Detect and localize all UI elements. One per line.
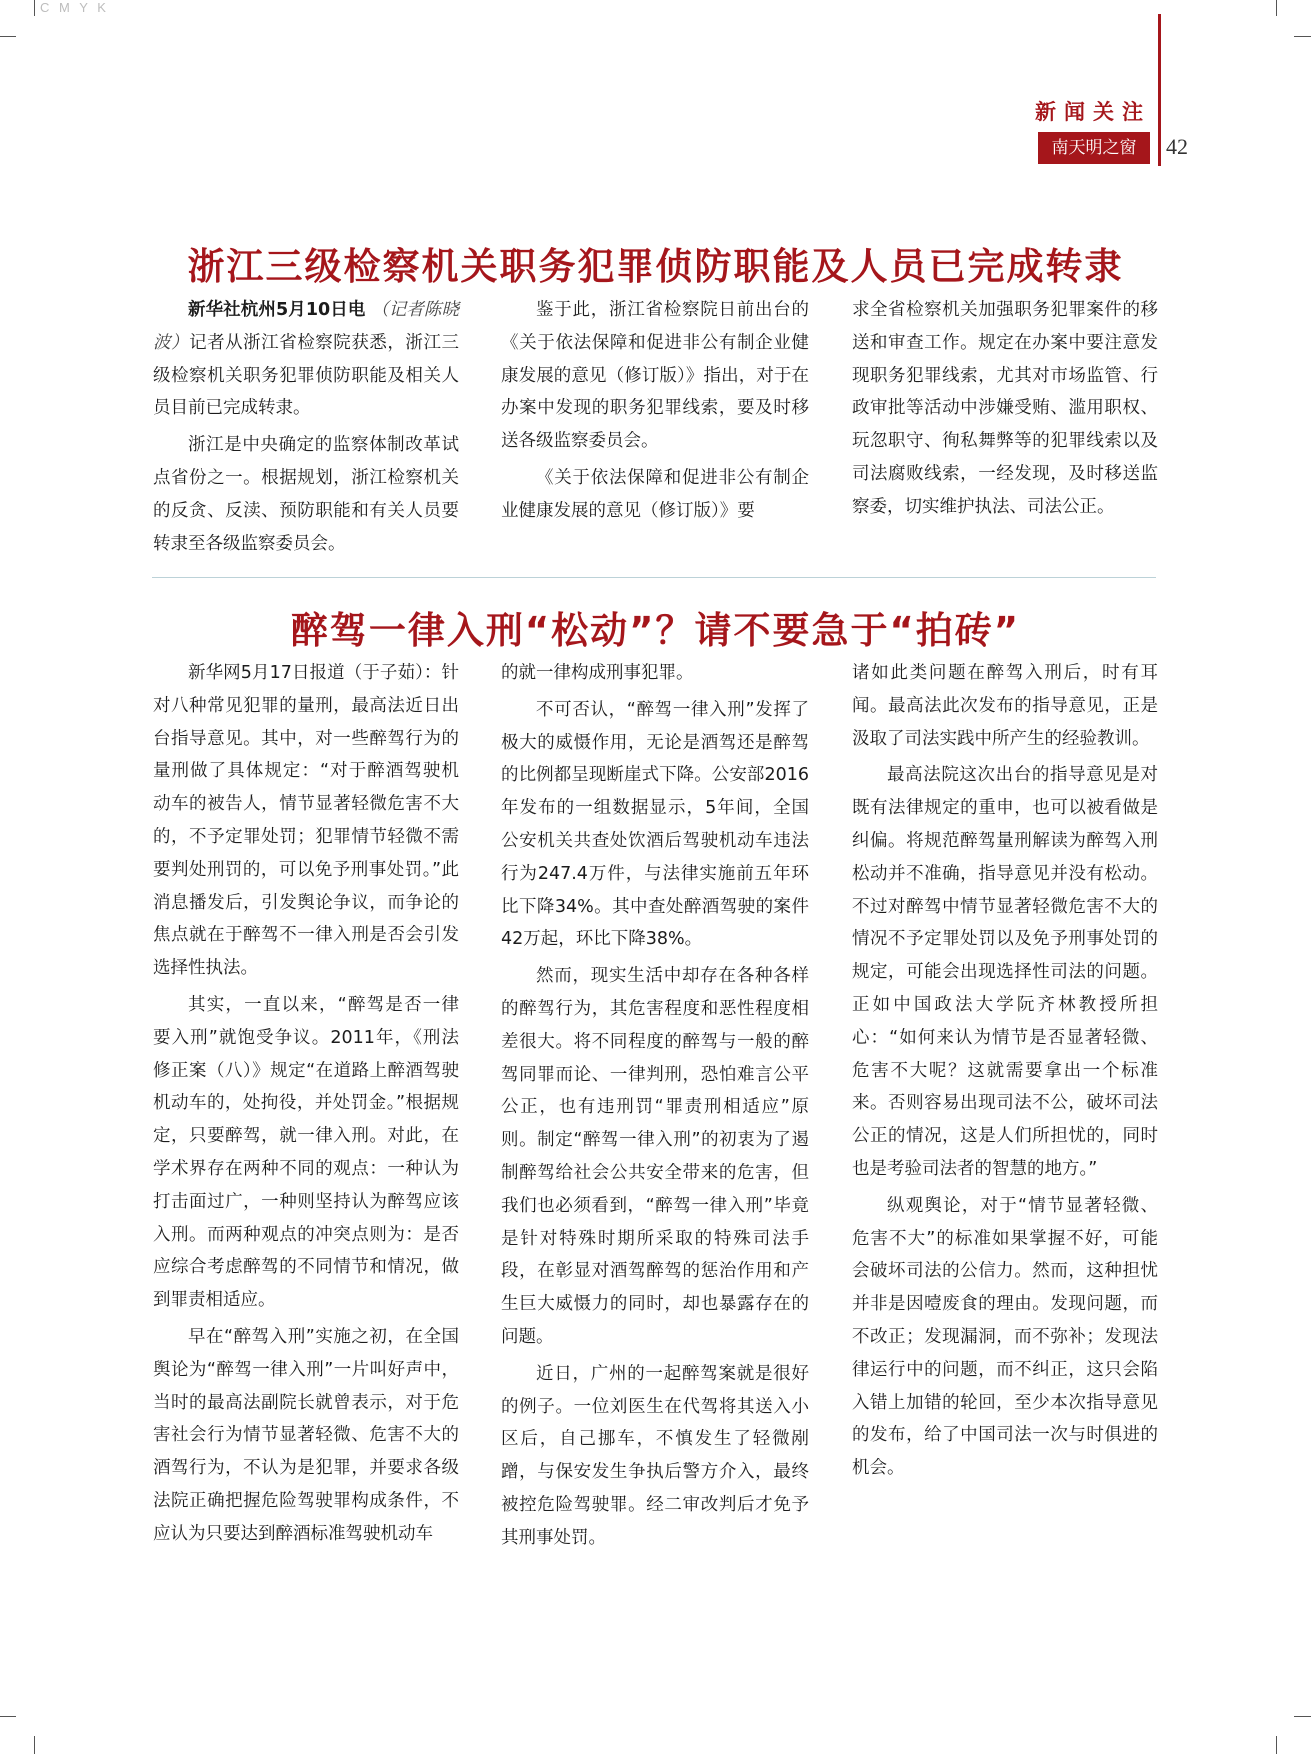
article2-paragraph: 不可否认，“醉驾一律入刑”发挥了极大的威慑作用，无论是酒驾还是醉驾的比例都呈现断崖式下降。公安部2016年发布的一组数据显示，5年间，全国公安机关共查处饮酒后驾驶机动车违法行为247.4万件，与法律实施前五年环比下降34%。其中查处醉酒驾驶的案件42万起，环比下降38%。 xyxy=(501,699,809,950)
crop-mark xyxy=(34,0,35,16)
crop-mark xyxy=(0,36,16,37)
article2-paragraph: 诸如此类问题在醉驾入刑后，时有耳闻。最高法此次发布的指导意见，正是汲取了司法实践中所产生的经验教训。 xyxy=(852,663,1158,749)
page-number: 42 xyxy=(1166,134,1188,159)
article2-paragraph: 其实，一直以来，“醉驾是否一律要入刑”就饱受争议。2011年，《刑法修正案（八）》规定“在道路上醉酒驾驶机动车的，处拘役，并处罚金。”根据规定，只要醉驾，就一律入刑。对此，在学术界存在两种不同的观点：一种认为打击面过广，一种则坚持认为醉驾应该入刑。而两种观点的冲突点则为：是否应综合考虑醉驾的不同情节和情况，做到罪责相适应。 xyxy=(153,994,459,1311)
article2-paragraph: 的就一律构成刑事犯罪。 xyxy=(501,663,694,683)
article1-paragraph xyxy=(153,294,459,425)
crop-mark xyxy=(0,1716,16,1717)
article1-text: 记者从浙江省检察院获悉，浙江三级检察机关职务犯罪侦防职能及相关人员目前已完成转隶。 xyxy=(153,332,459,419)
article2-paragraph: 然而，现实生活中却存在各种各样的醉驾行为，其危害程度和恶性程度相差很大。将不同程度的醉驾与一般的醉驾同罪而论、一律判刑，恐怕难言公平公正，也有违刑罚“罪责刑相适应”原则。制定“醉驾一律入刑”的初衷为了遏制醉驾给社会公共安全带来的危害，但我们也必须看到，“醉驾一律入刑”毕竟是针对特殊时期所采取的特殊司法手段，在彰显对酒驾醉驾的惩治作用和产生巨大威慑力的同时，却也暴露存在的问题。 xyxy=(501,966,809,1347)
article1-paragraph: 《关于依法保障和促进非公有制企业健康发展的意见（修订版）》要 xyxy=(501,467,809,521)
article2-paragraph: 近日，广州的一起醉驾案就是很好的例子。一位刘医生在代驾将其送入小区后，自己挪车，不慎发生了轻微剐蹭，与保安发生争执后警方介入，最终被控危险驾驶罪。经二审改判后才免予其刑事处罚。 xyxy=(501,1363,809,1548)
article2-paragraph: 纵观舆论，对于“情节显著轻微、危害不大”的标准如果掌握不好，可能会破坏司法的公信力。然而，这种担忧并非是因噎废食的理由。发现问题，而不改正；发现漏洞，而不弥补；发现法律运行中的问题，而不纠正，这只会陷入错上加错的轮回，至少本次指导意见的发布，给了中国司法一次与时俱进的机会。 xyxy=(852,1195,1158,1479)
article1-title: 浙江三级检察机关职务犯罪侦防职能及人员已完成转隶 xyxy=(187,245,1124,288)
article2-paragraph: 早在“醉驾入刑”实施之初，在全国舆论为“醉驾一律入刑”一片叫好声中，当时的最高法副院长就曾表示，对于危害社会行为情节显著轻微、危害不大的酒驾行为，不认为是犯罪，并要求各级法院正确把握危险驾驶罪构成条件，不应认为只要达到醉酒标准驾驶机动车 xyxy=(153,1326,459,1544)
crop-mark xyxy=(1294,36,1311,37)
article1-column-3 xyxy=(852,294,1158,524)
article2-column-3 xyxy=(852,657,1158,1485)
crop-mark xyxy=(34,1736,35,1754)
article2-paragraph: 新华网5月17日报道（于子茹）：针对八种常见犯罪的量刑，最高法近日出台指导意见。其中，对一些醉驾行为的量刑做了具体规定：“对于醉酒驾驶机动车的被告人，情节显著轻微危害不大的，不予定罪处罚；犯罪情节轻微不需要判处刑罚的，可以免予刑事处罚。”此消息播发后，引发舆论争议，而争论的焦点就在于醉驾不一律入刑是否会引发选择性执法。 xyxy=(153,663,459,979)
article2-paragraph: 最高法院这次出台的指导意见是对既有法律规定的重申，也可以被看做是纠偏。将规范醉驾量刑解读为醉驾入刑松动并不准确，指导意见并没有松动。不过对醉驾中情节显著轻微危害不大的情况不予定罪处罚以及免予刑事处罚的规定，可能会出现选择性司法的问题。正如中国政法大学阮齐林教授所担心：“如何来认为情节是否显著轻微、危害不大呢？这就需要拿出一个标准来。否则容易出现司法不公，破坏司法公正的情况，这是人们所担忧的，同时也是考验司法者的智慧的地方。” xyxy=(852,765,1158,1179)
cmyk-mark: C M Y K xyxy=(40,0,109,15)
article1-paragraph: 浙江是中央确定的监察体制改革试点省份之一。根据规划，浙江检察机关的反贪、反渎、预防职能和有关人员要转隶至各级监察委员会。 xyxy=(153,435,459,554)
article2-title: 醉驾一律入刑“松动”？请不要急于“拍砖” xyxy=(290,609,1021,652)
article-divider xyxy=(152,577,1156,578)
column-label: 南天明之窗 xyxy=(1038,132,1150,164)
crop-mark xyxy=(1276,0,1277,16)
section-title: 新闻关注 xyxy=(1035,100,1151,124)
article2-column-1 xyxy=(153,657,459,1551)
article2-column-2 xyxy=(501,657,809,1555)
article1-dateline: 新华社杭州5月10日电 xyxy=(188,300,366,320)
article1-byline: （记者陈晓波） xyxy=(153,300,459,353)
crop-mark xyxy=(1294,1716,1311,1717)
header-rule xyxy=(1158,14,1161,166)
crop-mark xyxy=(1276,1736,1277,1754)
article1-column-2 xyxy=(501,294,809,528)
article1-paragraph: 鉴于此，浙江省检察院日前出台的《关于依法保障和促进非公有制企业健康发展的意见（修订版）》指出，对于在办案中发现的职务犯罪线索，要及时移送各级监察委员会。 xyxy=(501,300,809,452)
article1-column-1 xyxy=(153,294,459,560)
article1-paragraph: 求全省检察机关加强职务犯罪案件的移送和审查工作。规定在办案中要注意发现职务犯罪线索，尤其对市场监管、行政审批等活动中涉嫌受贿、滥用职权、玩忽职守、徇私舞弊等的犯罪线索以及司法腐败线索，一经发现，及时移送监察委，切实维护执法、司法公正。 xyxy=(852,300,1158,517)
